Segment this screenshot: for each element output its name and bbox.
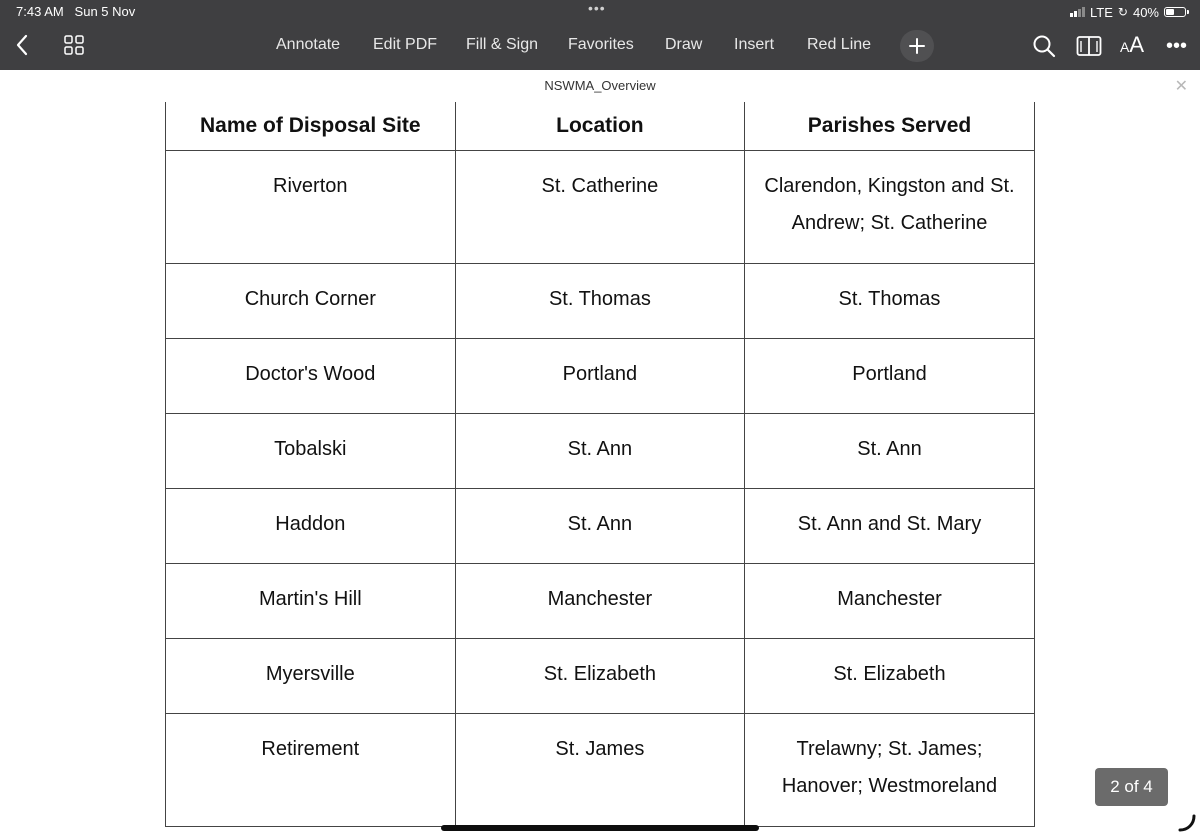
cell-site: Tobalski: [166, 414, 456, 489]
status-indicators: [1070, 3, 1186, 21]
tab-draw[interactable]: Draw: [665, 36, 703, 53]
cell-location: Manchester: [455, 564, 745, 639]
cell-site: Retirement: [166, 714, 456, 827]
thumbnails-grid-icon[interactable]: [64, 35, 84, 55]
cell-parishes: St. Elizabeth: [745, 639, 1035, 714]
status-date: Sun 5 Nov: [74, 4, 136, 19]
pencil-hook-icon: [1176, 812, 1196, 832]
table-header-row: [166, 102, 1035, 151]
plus-icon: [908, 37, 926, 55]
cellular-signal-icon: [1070, 7, 1085, 17]
multitasking-dots-icon[interactable]: •••: [588, 0, 606, 16]
orientation-lock-icon: ↻: [1117, 5, 1128, 19]
cell-site: Myersville: [166, 639, 456, 714]
cell-parishes: Clarendon, Kingston and St. Andrew; St. Catherine: [745, 151, 1035, 264]
table-row: [166, 339, 1035, 414]
text-size-big-glyph: A: [1129, 32, 1145, 57]
tab-edit-pdf[interactable]: Edit PDF: [373, 36, 438, 53]
cell-location: St. Catherine: [455, 151, 745, 264]
cell-location: St. Ann: [455, 414, 745, 489]
table-row: [166, 489, 1035, 564]
home-indicator-bar[interactable]: [441, 825, 759, 831]
back-chevron-icon[interactable]: [12, 32, 34, 58]
cell-parishes: St. Thomas: [745, 264, 1035, 339]
tab-insert[interactable]: Insert: [734, 36, 775, 53]
table-row: [166, 639, 1035, 714]
header-location: Location: [455, 102, 745, 151]
tab-annotate[interactable]: Annotate: [276, 36, 341, 53]
cell-location: Portland: [455, 339, 745, 414]
document-title-bar: [0, 70, 1200, 103]
more-options-icon[interactable]: •••: [1166, 35, 1188, 57]
cell-parishes: Manchester: [745, 564, 1035, 639]
cell-location: St. Ann: [455, 489, 745, 564]
status-time: [16, 4, 135, 19]
cell-site: Doctor's Wood: [166, 339, 456, 414]
tab-fill-sign[interactable]: Fill & Sign: [466, 36, 539, 53]
battery-icon: [1164, 7, 1186, 17]
status-clock: 7:43 AM: [16, 4, 64, 19]
cell-site: Church Corner: [166, 264, 456, 339]
cell-site: Martin's Hill: [166, 564, 456, 639]
cell-site: Riverton: [166, 151, 456, 264]
top-toolbar: [0, 0, 1200, 70]
table-row: [166, 714, 1035, 827]
add-tool-button[interactable]: [900, 30, 934, 62]
text-size-button[interactable]: [1120, 32, 1144, 58]
text-size-small-glyph: A: [1120, 39, 1130, 55]
document-file-name: NSWMA_Overview: [544, 78, 656, 93]
tab-favorites[interactable]: Favorites: [568, 36, 634, 53]
network-label: LTE: [1090, 4, 1113, 20]
cell-parishes: St. Ann and St. Mary: [745, 489, 1035, 564]
table-row: [166, 564, 1035, 639]
page-indicator-badge: 2 of 4: [1095, 768, 1168, 806]
disposal-sites-table: [165, 102, 1035, 827]
table-row: [166, 414, 1035, 489]
close-icon[interactable]: ✕: [1174, 78, 1188, 95]
tab-red-line[interactable]: Red Line: [807, 36, 872, 53]
reader-view-book-icon[interactable]: [1076, 35, 1102, 57]
cell-parishes: Trelawny; St. James; Hanover; Westmoreland: [745, 714, 1035, 827]
cell-parishes: Portland: [745, 339, 1035, 414]
header-site-name: Name of Disposal Site: [166, 102, 456, 151]
search-icon[interactable]: [1032, 34, 1056, 58]
table-row: [166, 151, 1035, 264]
header-parishes-served: Parishes Served: [745, 102, 1035, 151]
cell-location: St. James: [455, 714, 745, 827]
battery-percent: 40%: [1132, 4, 1159, 20]
table-row: [166, 264, 1035, 339]
cell-location: St. Elizabeth: [455, 639, 745, 714]
cell-site: Haddon: [166, 489, 456, 564]
cell-location: St. Thomas: [455, 264, 745, 339]
cell-parishes: St. Ann: [745, 414, 1035, 489]
pdf-page: [0, 102, 1200, 838]
